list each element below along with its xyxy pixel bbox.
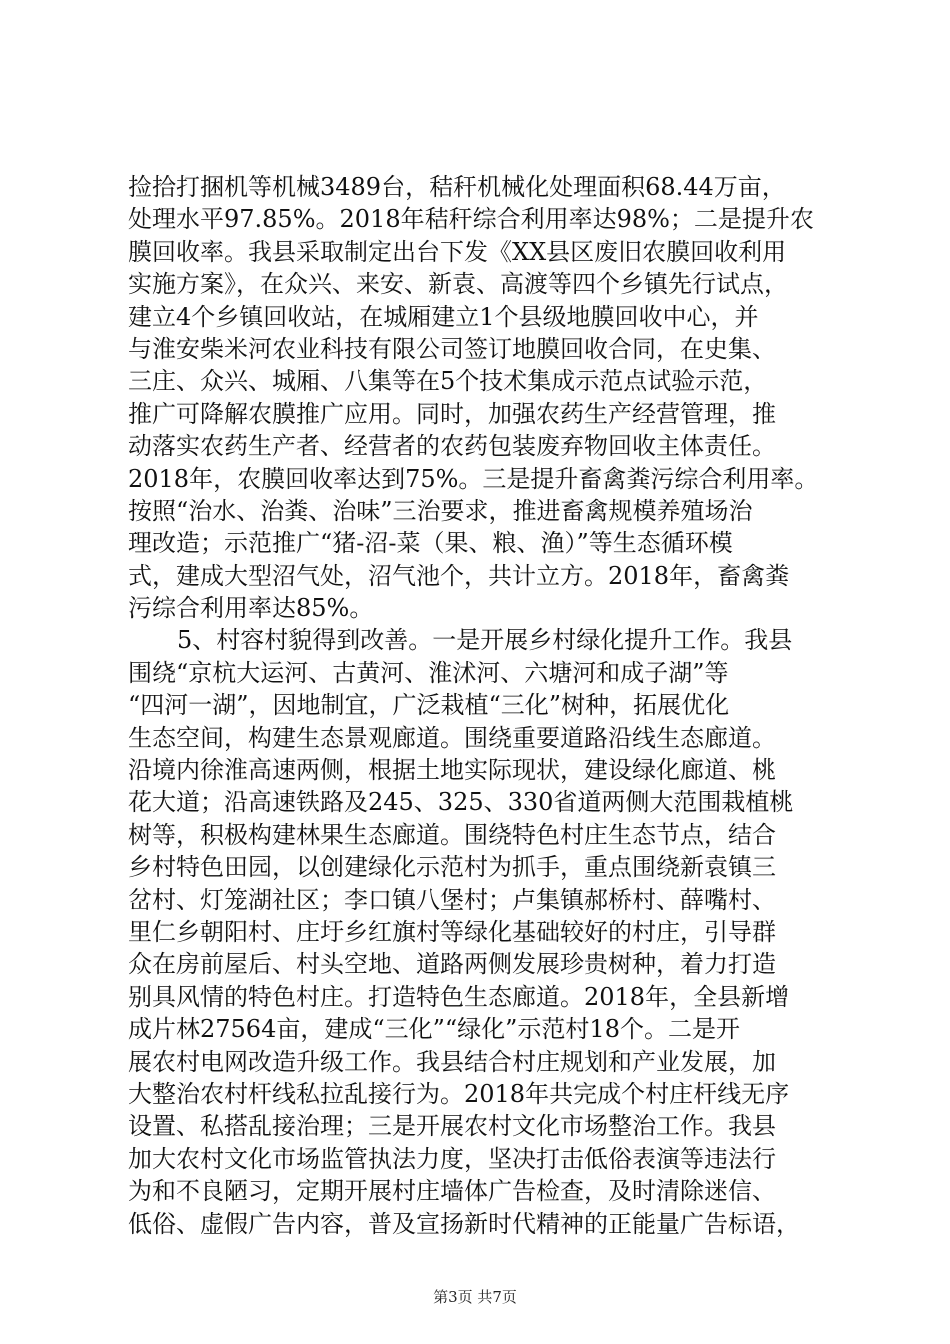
text-line: 众在房前屋后、村头空地、道路两侧发展珍贵树种，着力打造 xyxy=(128,950,776,979)
text-line: 展农村电网改造升级工作。我县结合村庄规划和产业发展，加 xyxy=(128,1047,776,1076)
text-line: 生态空间，构建生态景观廊道。围绕重要道路沿线生态廊道。 xyxy=(128,723,776,752)
text-line: 污综合利用率达85%。 xyxy=(128,594,374,623)
text-line: 树等，积极构建林果生态廊道。围绕特色村庄生态节点，结合 xyxy=(128,820,776,849)
text-line: 捡拾打捆机等机械3489台，秸秆机械化处理面积68.44万亩， xyxy=(128,173,786,201)
body-text xyxy=(128,171,850,1240)
text-line: 花大道；沿高速铁路及245、325、330省道两侧大范围栽植桃 xyxy=(128,788,794,817)
text-line: 实施方案》，在众兴、来安、新袁、高渡等四个乡镇先行试点， xyxy=(128,270,788,299)
text-line: 与淮安柴米河农业科技有限公司签订地膜回收合同，在史集、 xyxy=(128,334,776,363)
text-line: 加大农村文化市场监管执法力度，坚决打击低俗表演等违法行 xyxy=(128,1144,776,1173)
text-line: 别具风情的特色村庄。打造特色生态廊道。2018年，全县新增 xyxy=(128,982,790,1011)
text-line: 为和不良陋习，定期开展村庄墙体广告检查，及时清除迷信、 xyxy=(128,1177,776,1206)
text-line: 围绕“京杭大运河、古黄河、淮沭河、六塘河和成子湖”等 xyxy=(128,658,729,687)
text-line: 式，建成大型沼气处，沼气池个，共计立方。2018年，畜禽粪 xyxy=(128,561,790,590)
text-line: 里仁乡朝阳村、庄圩乡红旗村等绿化基础较好的村庄，引导群 xyxy=(128,917,776,946)
text-line: 沿境内徐淮高速两侧，根据土地实际现状，建设绿化廊道、桃 xyxy=(128,756,776,785)
text-line: 大整治农村杆线私拉乱接行为。2018年共完成个村庄杆线无序 xyxy=(128,1079,790,1108)
text-line: 2018年，农膜回收率达到75%。三是提升畜禽粪污综合利用率。 xyxy=(128,464,819,493)
text-line: 乡村特色田园，以创建绿化示范村为抓手，重点围绕新袁镇三 xyxy=(128,853,776,882)
text-line: “四河一湖”，因地制宜，广泛栽植“三化”树种，拓展优化 xyxy=(128,691,730,720)
text-line: 5、村容村貌得到改善。一是开展乡村绿化提升工作。我县 xyxy=(177,626,793,655)
text-line: 岔村、灯笼湖社区；李口镇八堡村；卢集镇郝桥村、薛嘴村、 xyxy=(128,885,776,914)
text-line: 建立4个乡镇回收站，在城厢建立1个县级地膜回收中心，并 xyxy=(128,302,759,331)
text-line: 推广可降解农膜推广应用。同时，加强农药生产经营管理，推 xyxy=(128,399,776,428)
page-footer: 第3页 共7页 xyxy=(433,1288,517,1306)
text-line: 动落实农药生产者、经营者的农药包装废弃物回收主体责任。 xyxy=(128,432,776,461)
text-line: 处理水平97.85%。2018年秸秆综合利用率达98%；二是提升农 xyxy=(128,205,814,234)
text-line: 成片林27564亩，建成“三化”“绿化”示范村18个。二是开 xyxy=(128,1015,740,1044)
text-line: 设置、私搭乱接治理；三是开展农村文化市场整治工作。我县 xyxy=(128,1112,776,1141)
text-line: 三庄、众兴、城厢、八集等在5个技术集成示范点试验示范， xyxy=(128,367,768,396)
text-line: 按照“治水、治粪、治味”三治要求，推进畜禽规模养殖场治 xyxy=(128,496,753,525)
text-line: 膜回收率。我县采取制定出台下发《XX县区废旧农膜回收利用 xyxy=(128,237,787,266)
text-line: 低俗、虚假广告内容，普及宣扬新时代精神的正能量广告标语， xyxy=(128,1209,800,1238)
text-line: 理改造；示范推广“猪-沼-菜（果、粮、渔）”等生态循环模 xyxy=(128,529,733,558)
